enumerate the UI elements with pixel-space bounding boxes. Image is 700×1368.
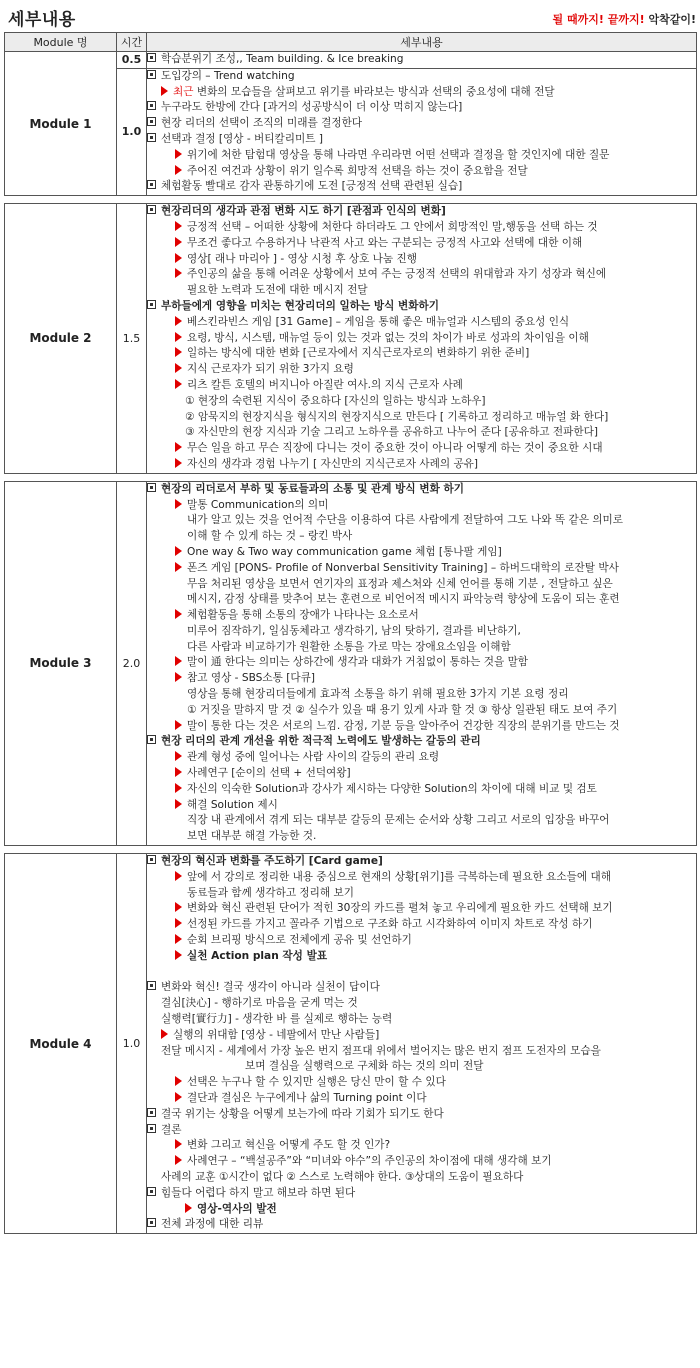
content-text: 참고 영상 - SBS소통 [다큐] (187, 672, 315, 685)
content-line (147, 687, 696, 703)
content-line (147, 1154, 696, 1170)
content-text: 현장의 리더로서 부하 및 동료들과의 소통 및 관계 방식 변화 하기 (161, 482, 464, 495)
checkbox-bullet-icon (147, 1124, 156, 1133)
content-line (147, 116, 696, 132)
content-text: 해결 Solution 제시 (187, 798, 278, 811)
content-text: 실행의 위대함 [영상 - 네팔에서 만난 사람들] (173, 1028, 380, 1041)
module-content (147, 481, 697, 845)
content-text: 현장 리더의 관계 개선을 위한 적극적 노력에도 발생하는 갈등의 관리 (161, 735, 481, 748)
curriculum-table (4, 32, 697, 1234)
module-row (5, 52, 697, 69)
header-content: 세부내용 (147, 33, 697, 52)
content-line (147, 782, 696, 798)
content-text: 직장 내 관계에서 겪게 되는 대부분 갈등의 문제는 순서와 상황 그리고 서로의 입장을 바꾸어 (187, 814, 610, 827)
content-text: 전체 과정에 대한 리뷰 (161, 1218, 264, 1231)
content-line (147, 949, 696, 965)
checkbox-bullet-icon (147, 855, 156, 864)
content-line (147, 69, 696, 85)
highlight-text: 최근 (173, 85, 194, 98)
content-line (147, 734, 696, 750)
content-line (147, 624, 696, 640)
red-triangle-bullet-icon (175, 363, 182, 373)
content-line (147, 85, 696, 101)
checkbox-bullet-icon (147, 53, 156, 62)
spacer-cell (5, 473, 697, 481)
content-line (147, 933, 696, 949)
content-text: 도입강의 – Trend watching (161, 69, 295, 82)
content-text: 실행력[實行力] - 생각한 바 를 실제로 행하는 능력 (161, 1013, 393, 1026)
content-line (147, 498, 696, 514)
red-triangle-bullet-icon (175, 783, 182, 793)
content-text: 순회 브리핑 방식으로 전체에게 공유 및 선언하기 (187, 934, 412, 947)
content-line (147, 886, 696, 902)
content-line (147, 996, 696, 1012)
module-time: 1.5 (117, 204, 147, 474)
content-line (147, 577, 696, 593)
checkbox-bullet-icon (147, 300, 156, 309)
red-triangle-bullet-icon (175, 767, 182, 777)
content-line (147, 1059, 696, 1075)
content-text: 요령, 방식, 시스템, 매뉴얼 등이 있는 것과 없는 것의 차이가 바로 성과의 차이임을 이해 (187, 331, 589, 344)
content-text: 리츠 칼튼 호텔의 버지니아 아질란 여사.의 지식 근로자 사례 (187, 378, 463, 391)
red-triangle-bullet-icon (175, 221, 182, 231)
content-text: 현장 리더의 선택이 조직의 미래를 결정한다 (161, 117, 363, 130)
content-text: 말이 通 한다는 의미는 상하간에 생각과 대화가 거침없이 통하는 것을 말함 (187, 656, 529, 669)
content-line (147, 766, 696, 782)
red-triangle-bullet-icon (175, 918, 182, 928)
red-triangle-bullet-icon (175, 499, 182, 509)
content-text: One way & Two way communication game 체험 [통나팔 게임] (187, 545, 502, 558)
content-text: 말이 통한 다는 것은 서로의 느낌. 감정, 기분 등을 알아주어 건강한 직장의 분위기를 만드는 것 (187, 719, 620, 732)
checkbox-bullet-icon (147, 981, 156, 990)
content-text: 학습분위기 조성,, Team building. & Ice breaking (161, 53, 404, 65)
red-triangle-bullet-icon (175, 934, 182, 944)
content-text: 미루어 짐작하기, 일심동체라고 생각하기, 남의 탓하기, 결과를 비난하기, (187, 624, 521, 637)
content-text: 힘들다 어렵다 하지 말고 해보라 하면 된다 (161, 1186, 356, 1199)
content-line (147, 410, 696, 426)
content-line (147, 980, 696, 996)
module-spacer (5, 473, 697, 481)
checkbox-bullet-icon (147, 1187, 156, 1196)
content-line (147, 703, 696, 719)
content-line (147, 750, 696, 766)
content-line (147, 798, 696, 814)
checkbox-bullet-icon (147, 101, 156, 110)
red-triangle-bullet-icon (175, 609, 182, 619)
content-line (147, 1217, 696, 1233)
module-content (147, 204, 697, 474)
content-line (147, 267, 696, 283)
content-text: 일하는 방식에 대한 변화 [근로자에서 지식근로자로의 변화하기 위한 준비] (187, 347, 530, 360)
red-triangle-bullet-icon (175, 332, 182, 342)
content-line (147, 1186, 696, 1202)
red-triangle-bullet-icon (161, 1029, 168, 1039)
slogan-part-1: 될 때까지! (552, 13, 604, 26)
red-triangle-bullet-icon (175, 720, 182, 730)
module-time: 1.0 (117, 854, 147, 1234)
content-text: 주어진 여건과 상황이 위기 일수록 희망적 선택을 하는 것이 중요함을 전달 (187, 164, 528, 177)
checkbox-bullet-icon (147, 1218, 156, 1227)
content-text: 체험활동을 통해 소통의 장애가 나타나는 요소로서 (187, 609, 419, 622)
table-body (5, 52, 697, 1234)
content-line (147, 813, 696, 829)
content-text: 선택은 누구나 할 수 있지만 실행은 당신 만이 할 수 있다 (187, 1076, 446, 1089)
content-line (147, 1123, 696, 1139)
content-line (147, 640, 696, 656)
content-text: 다른 사람과 비교하기가 원활한 소통을 가로 막는 장애요소임을 이해함 (187, 640, 511, 653)
content-text: ① 현장의 숙련된 지식이 중요하다 [자신의 일하는 방식과 노하우] (185, 394, 486, 407)
content-text: 체험활동 빨대로 감자 관통하기에 도전 [긍정적 선택 관련된 실습] (161, 180, 463, 193)
content-line (147, 331, 696, 347)
red-triangle-bullet-icon (175, 751, 182, 761)
red-triangle-bullet-icon (175, 442, 182, 452)
content-line (147, 164, 696, 180)
red-triangle-bullet-icon (175, 253, 182, 263)
content-text: 폰즈 게임 [PONS- Profile of Nonverbal Sensitivity Training] – 하버드대학의 로잔탈 박사 (187, 561, 619, 574)
module-content (147, 52, 697, 69)
checkbox-bullet-icon (147, 70, 156, 79)
red-triangle-bullet-icon (175, 237, 182, 247)
content-text: 동료들과 함께 생각하고 정리해 보기 (187, 886, 354, 899)
content-text: 보면 대부분 해결 가능한 것. (187, 830, 317, 843)
content-text: ③ 자신만의 현장 지식과 기술 그리고 노하우를 공유하고 나누어 준다 [공유하고 전파한다] (185, 426, 598, 439)
red-triangle-bullet-icon (175, 458, 182, 468)
content-line (147, 655, 696, 671)
content-line (147, 1012, 696, 1028)
content-text: 사례연구 [순이의 선택 + 선덕여왕] (187, 767, 351, 780)
content-line (147, 870, 696, 886)
module-content (147, 854, 697, 1234)
content-line (147, 529, 696, 545)
content-text: ② 암묵지의 현장지식을 형식지의 현장지식으로 만든다 [ 기록하고 정리하고 매뉴얼 화 한다] (185, 410, 609, 423)
checkbox-bullet-icon (147, 205, 156, 214)
slogan-part-2: 끝까지! (607, 13, 645, 26)
red-triangle-bullet-icon (175, 656, 182, 666)
red-triangle-bullet-icon (175, 950, 182, 960)
red-triangle-bullet-icon (175, 149, 182, 159)
content-line (147, 441, 696, 457)
red-triangle-bullet-icon (175, 799, 182, 809)
content-text: 베스킨라빈스 게임 [31 Game] – 게임을 통해 좋은 매뉴얼과 시스템의 중요성 인식 (187, 315, 570, 328)
content-line (147, 1107, 696, 1123)
header-module: Module 명 (5, 33, 117, 52)
content-text: 메시지, 감정 상태를 맞추어 보는 훈련으로 비언어적 메시지 파악능력 향상에 도움이 되는 훈련 (187, 593, 620, 606)
content-line (147, 592, 696, 608)
content-line (147, 719, 696, 735)
module-row (5, 854, 697, 1234)
content-line (147, 1138, 696, 1154)
content-line (147, 425, 696, 441)
red-triangle-bullet-icon (185, 1203, 192, 1213)
content-line (147, 299, 696, 315)
content-text: 부하들에게 영향을 미치는 현장리더의 일하는 방식 변화하기 (161, 299, 439, 312)
content-text: 변화와 혁신 관련된 단어가 적힌 30장의 카드를 펼쳐 놓고 우리에게 필요한 카드 선택해 보기 (187, 902, 613, 915)
checkbox-bullet-icon (147, 133, 156, 142)
module-name: Module 1 (5, 52, 117, 196)
module-name: Module 4 (5, 854, 117, 1234)
content-text: 관계 형성 중에 일어나는 사람 사이의 갈등의 관리 요령 (187, 751, 440, 764)
red-triangle-bullet-icon (175, 379, 182, 389)
content-text: 무음 처리된 영상을 보면서 연기자의 표정과 제스처와 신체 언어를 통해 기분 , 전달하고 싶은 (187, 577, 613, 590)
content-line (147, 608, 696, 624)
spacer-cell (5, 196, 697, 204)
content-text: 자신의 생각과 경험 나누기 [ 자신만의 지식근로자 사례의 공유] (187, 457, 479, 470)
content-text: 앞에 서 강의로 정리한 내용 중심으로 현재의 상황[위기]를 극복하는데 필요한 요소들에 대해 (187, 870, 611, 883)
content-line (147, 148, 696, 164)
page-header (0, 0, 700, 32)
content-line (147, 1202, 696, 1218)
content-line (147, 252, 696, 268)
content-line (147, 204, 696, 220)
content-line (147, 52, 696, 68)
checkbox-bullet-icon (147, 1108, 156, 1117)
content-text: 결론 (161, 1123, 182, 1136)
red-triangle-bullet-icon (175, 1155, 182, 1165)
content-line (147, 917, 696, 933)
content-text: 변화의 모습들을 살펴보고 위기를 바라보는 방식과 선택의 중요성에 대해 전달 (193, 85, 555, 98)
content-line (147, 513, 696, 529)
content-text: 영상-역사의 발전 (197, 1202, 277, 1215)
content-text: 긍정적 선택 – 어떠한 상황에 처한다 하더라도 그 안에서 희망적인 말,행동을 선택 하는 것 (187, 220, 598, 233)
red-triangle-bullet-icon (175, 562, 182, 572)
content-line (147, 1028, 696, 1044)
red-triangle-bullet-icon (161, 86, 168, 96)
content-text: 말통 Communication의 의미 (187, 498, 329, 511)
module-content (147, 68, 697, 195)
content-line (147, 1044, 696, 1060)
content-text: 위기에 처한 탐험대 영상을 통해 나라면 우리라면 어떤 선택과 결정을 할 것인지에 대한 질문 (187, 148, 610, 161)
content-line (147, 394, 696, 410)
red-triangle-bullet-icon (175, 347, 182, 357)
content-text: 결심[決心] - 행하기로 마음을 굳게 먹는 것 (161, 997, 358, 1010)
module-spacer (5, 846, 697, 854)
content-text: 이해 할 수 있게 하는 것 – 랑킨 박사 (187, 530, 353, 543)
content-text: 필요한 노력과 도전에 대한 메시지 전달 (187, 284, 368, 297)
content-line (147, 854, 696, 870)
red-triangle-bullet-icon (175, 672, 182, 682)
spacer-cell (5, 846, 697, 854)
content-text: 자신의 익숙한 Solution과 강사가 제시하는 다양한 Solution의 차이에 대해 비교 및 검토 (187, 782, 597, 795)
content-text: 지식 근로자가 되기 위한 3가지 요령 (187, 363, 354, 376)
content-line (147, 236, 696, 252)
module-row (5, 204, 697, 474)
checkbox-bullet-icon (147, 483, 156, 492)
content-line (147, 346, 696, 362)
module-time: 0.5 (117, 52, 147, 69)
content-text: 내가 알고 있는 것을 언어적 수단을 이용하여 다른 사람에게 전달하여 그도 나와 똑 같은 의미로 (187, 514, 624, 527)
content-line (147, 965, 696, 981)
red-triangle-bullet-icon (175, 546, 182, 556)
content-line (147, 671, 696, 687)
module-name: Module 3 (5, 481, 117, 845)
content-line (147, 362, 696, 378)
content-text: 전달 메시지 - 세계에서 가장 높은 번지 점프대 위에서 벌어지는 많은 번지 점프 도전자의 모습을 (161, 1044, 601, 1057)
red-triangle-bullet-icon (175, 165, 182, 175)
content-line (147, 482, 696, 498)
red-triangle-bullet-icon (175, 1076, 182, 1086)
content-line (147, 220, 696, 236)
content-line (147, 283, 696, 299)
content-line (147, 179, 696, 195)
checkbox-bullet-icon (147, 117, 156, 126)
content-line (147, 561, 696, 577)
header-time: 시간 (117, 33, 147, 52)
content-line (147, 1075, 696, 1091)
content-text: 실천 Action plan 작성 발표 (187, 949, 328, 962)
content-text: 선택과 결정 [영상 - 버티칼리미트 ] (161, 132, 323, 145)
content-line (147, 315, 696, 331)
content-text: 결국 위기는 상황을 어떻게 보는가에 따라 기회가 되기도 한다 (161, 1107, 444, 1120)
checkbox-bullet-icon (147, 180, 156, 189)
content-line (147, 1170, 696, 1186)
red-triangle-bullet-icon (175, 1092, 182, 1102)
slogan-part-3: 악착같이! (648, 13, 696, 26)
module-time: 2.0 (117, 481, 147, 845)
content-line (147, 1091, 696, 1107)
checkbox-bullet-icon (147, 735, 156, 744)
red-triangle-bullet-icon (175, 902, 182, 912)
content-line (147, 901, 696, 917)
content-text: 보며 결심을 실행력으로 구체화 하는 것의 의미 전달 (245, 1060, 484, 1073)
content-text: 영상[ 래나 마리아 ] - 영상 시청 후 상호 나눔 진행 (187, 252, 417, 265)
content-line (147, 100, 696, 116)
content-text: 영상을 통해 현장리더들에게 효과적 소통을 하기 위해 필요한 3가지 기본 요령 정리 (187, 688, 569, 701)
module-row (5, 481, 697, 845)
slogan (553, 11, 696, 27)
content-text: 결단과 결심은 누구에게나 삶의 Turning point 이다 (187, 1092, 427, 1104)
content-text: 선정된 카드를 가지고 꼴라주 기법으로 구조화 하고 시각화하여 이미지 차트로 작성 하기 (187, 918, 593, 931)
red-triangle-bullet-icon (175, 316, 182, 326)
red-triangle-bullet-icon (175, 268, 182, 278)
content-text: 누구라도 한방에 간다 [과거의 성공방식이 더 이상 먹히지 않는다] (161, 101, 463, 114)
content-text: 사례의 교훈 ①시간이 없다 ② 스스로 노력해야 한다. ③상대의 도움이 필요하다 (161, 1170, 524, 1183)
content-text: 무조건 좋다고 수용하거나 낙관적 사고 와는 구분되는 긍정적 사고와 선택에 대한 이해 (187, 236, 583, 249)
content-line (147, 132, 696, 148)
content-line (147, 457, 696, 473)
content-line (147, 545, 696, 561)
content-text: 주인공의 삶을 통해 어려운 상황에서 보여 주는 긍정적 선택의 위대함과 자기 성장과 혁신에 (187, 268, 607, 281)
content-text: 무슨 일을 하고 무슨 직장에 다니는 것이 중요한 것이 아니라 어떻게 하는 것이 중요한 시대 (187, 442, 603, 455)
content-text: 사례연구 – “백설공주”와 “미녀와 야수”의 주인공의 차이점에 대해 생각해 보기 (187, 1155, 552, 1168)
red-triangle-bullet-icon (175, 1139, 182, 1149)
module-name: Module 2 (5, 204, 117, 474)
content-text: 변화와 혁신! 결국 생각이 아니라 실천이 답이다 (161, 981, 380, 994)
content-line (147, 378, 696, 394)
content-text: 현장리더의 생각과 관점 변화 시도 하기 [관점과 인식의 변화] (161, 205, 446, 218)
content-text: 현장의 혁신과 변화를 주도하기 [Card game] (161, 855, 383, 868)
content-line (147, 829, 696, 845)
content-text: 변화 그리고 혁신을 어떻게 주도 할 것 인가? (187, 1139, 391, 1152)
module-time: 1.0 (117, 68, 147, 195)
red-triangle-bullet-icon (175, 871, 182, 881)
table-header-row (5, 33, 697, 52)
content-text: ① 거짓을 말하지 말 것 ② 실수가 있을 때 용기 있게 사과 할 것 ③ 항상 일관된 태도 보여 주기 (187, 703, 618, 716)
page-title: 세부내용 (8, 10, 76, 30)
module-spacer (5, 196, 697, 204)
